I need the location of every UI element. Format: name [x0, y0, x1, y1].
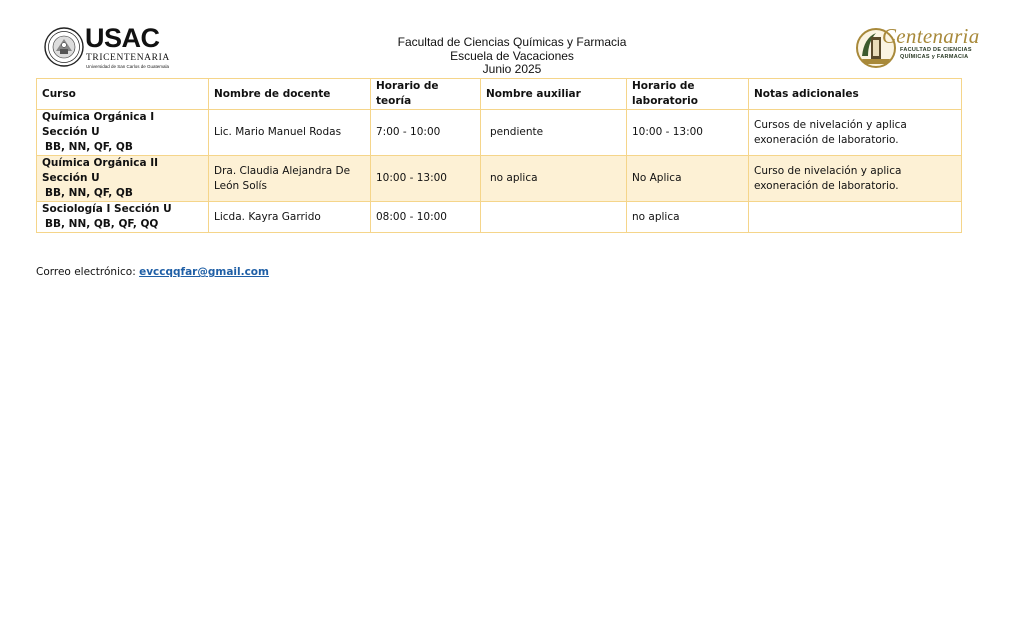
cell-docente: Lic. Mario Manuel Rodas [209, 110, 371, 156]
cell-auxiliar: no aplica [481, 156, 627, 202]
course-codes: BB, NN, QB, QF, QQ [45, 218, 159, 230]
email-link[interactable]: evccqqfar@gmail.com [139, 266, 269, 278]
cell-curso [37, 202, 209, 233]
email-label: Correo electrónico: [36, 266, 140, 278]
document-header [0, 0, 1024, 78]
cell-notas: Curso de nivelación y aplica exoneración de laboratorio. [749, 156, 962, 202]
table-header-row [37, 79, 962, 110]
course-name: Química Orgánica II Sección U [42, 157, 159, 184]
cell-teoria: 08:00 - 10:00 [371, 202, 481, 233]
centenaria-wordmark: Centenaria [882, 24, 980, 48]
cell-auxiliar: pendiente [481, 110, 627, 156]
header-auxiliar: Nombre auxiliar [481, 79, 627, 110]
course-name: Sociología I Sección U [42, 203, 172, 215]
cell-curso [37, 156, 209, 202]
cell-notas [749, 202, 962, 233]
course-codes: BB, NN, QF, QB [45, 187, 133, 199]
cell-laboratorio: 10:00 - 13:00 [627, 110, 749, 156]
course-name: Química Orgánica I Sección U [42, 111, 155, 138]
cell-docente: Dra. Claudia Alejandra De León Solís [209, 156, 371, 202]
centenaria-line2: QUÍMICAS y FARMACIA [900, 54, 969, 60]
cell-curso [37, 110, 209, 156]
usac-tricentenaria: TRICENTENARIA [86, 53, 170, 63]
cell-notas: Cursos de nivelación y aplica exoneración de laboratorio. [749, 110, 962, 156]
title-faculty: Facultad de Ciencias Químicas y Farmacia [397, 35, 627, 49]
table-row [37, 110, 962, 156]
header-notas: Notas adicionales [749, 79, 962, 110]
cell-teoria: 7:00 - 10:00 [371, 110, 481, 156]
usac-logo [44, 23, 170, 70]
header-docente: Nombre de docente [209, 79, 371, 110]
contact-line [36, 266, 269, 278]
centenaria-logo [854, 24, 984, 72]
header-horario-laboratorio: Horario de laboratorio [627, 79, 749, 110]
course-codes: BB, NN, QF, QB [45, 141, 133, 153]
usac-seal-icon [44, 27, 84, 67]
cell-teoria: 10:00 - 13:00 [371, 156, 481, 202]
table-row [37, 156, 962, 202]
header-curso: Curso [37, 79, 209, 110]
header-horario-teoria: Horario de teoría [371, 79, 481, 110]
cell-laboratorio: No Aplica [627, 156, 749, 202]
usac-tagline: Universidad de San Carlos de Guatemala [86, 64, 170, 69]
cell-docente: Licda. Kayra Garrido [209, 202, 371, 233]
cell-laboratorio: no aplica [627, 202, 749, 233]
title-date: Junio 2025 [482, 62, 542, 76]
table-row [37, 202, 962, 233]
centenaria-line1: FACULTAD DE CIENCIAS [900, 47, 972, 53]
schedule-table [36, 78, 962, 233]
title-school: Escuela de Vacaciones [450, 48, 574, 63]
usac-wordmark: USAC [85, 23, 160, 53]
cell-auxiliar [481, 202, 627, 233]
document-title [312, 36, 712, 77]
